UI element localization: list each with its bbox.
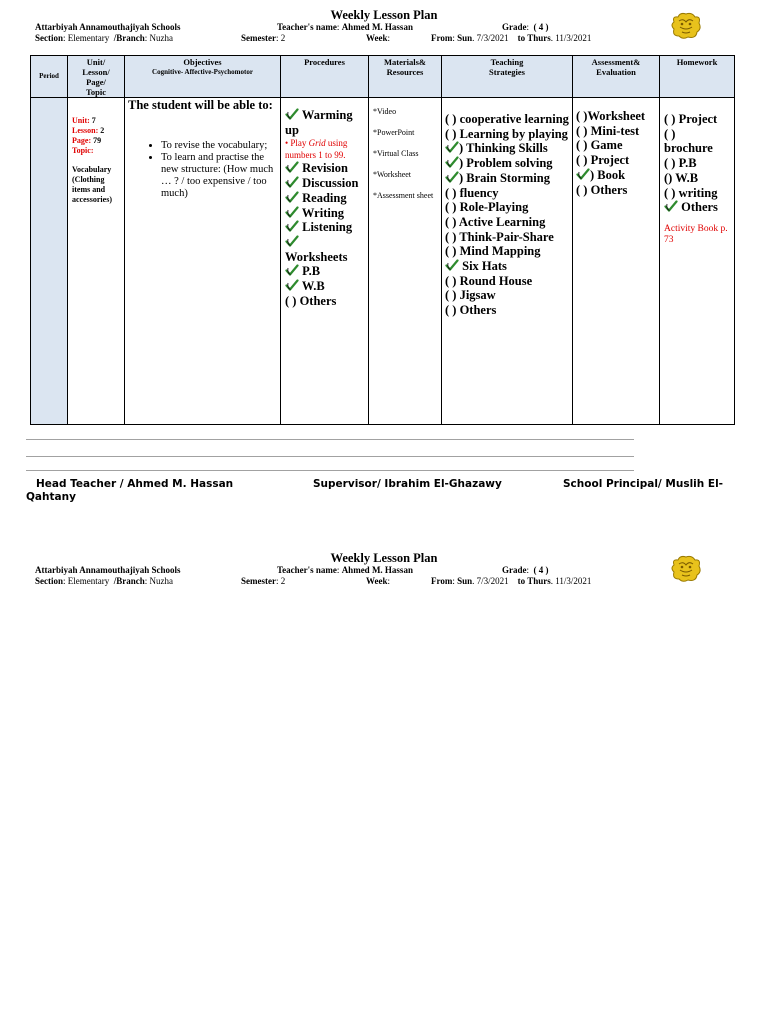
table-header-row xyxy=(31,56,735,98)
checkmark-icon xyxy=(445,156,459,168)
strategy-item: ( ) Mind Mapping xyxy=(445,244,541,259)
teacher-field: Teacher's name: Ahmed M. Hassan xyxy=(277,22,413,32)
checkmark-icon xyxy=(445,171,459,183)
date-range: From: Sun. 7/3/2021 to Thurs. 11/3/2021 xyxy=(431,33,592,43)
procedure-item: Discussion xyxy=(285,176,364,191)
materials-cell xyxy=(369,98,442,425)
procedure-item xyxy=(285,235,364,250)
procedure-warming-up: Warming up xyxy=(285,108,353,137)
principal-signature: School Principal/ Muslih El- xyxy=(563,478,724,490)
checkmark-icon xyxy=(445,259,459,271)
checkmark-icon xyxy=(285,176,299,188)
header-unit: Unit/ Lesson/ Page/ Topic xyxy=(68,56,125,98)
teaching-strategies-cell xyxy=(442,98,573,425)
strategy-item: ( ) Others xyxy=(445,303,497,318)
material-item: *Video xyxy=(373,107,397,116)
checkmark-icon xyxy=(285,279,299,291)
checkmark-icon xyxy=(664,200,678,212)
homework-item: ( ) Project xyxy=(664,112,718,126)
strategy-item: ) Problem solving xyxy=(445,156,572,171)
homework-item: ( ) xyxy=(664,126,676,141)
assessment-item: ( )Worksheet xyxy=(576,109,646,123)
procedure-note: • Play Grid using numbers 1 to 99. xyxy=(285,138,348,161)
assessment-cell xyxy=(573,98,660,425)
checkmark-icon xyxy=(285,206,299,218)
date-range-2: From: Sun. 7/3/2021 to Thurs. 11/3/2021 xyxy=(431,576,592,586)
supervisor-signature: Supervisor/ Ibrahim El-Ghazawy xyxy=(313,478,502,490)
dotted-line: ................................................................................................................................................................................................................................................................................................................ xyxy=(26,433,634,442)
homework-cell xyxy=(660,98,735,425)
checkmark-icon xyxy=(285,264,299,276)
assessment-item: ( ) Game xyxy=(576,138,623,153)
strategy-item: ( ) cooperative learning xyxy=(445,112,569,126)
assessment-item: ( ) Others xyxy=(576,182,628,197)
checkmark-icon xyxy=(285,220,299,232)
strategy-item: ( ) Think-Pair-Share xyxy=(445,229,554,244)
objectives-cell xyxy=(125,98,281,425)
checkmark-icon xyxy=(285,161,299,173)
lesson-plan-header-2 xyxy=(0,551,768,601)
school-name: Attarbiyah Annamouthajiyah Schools xyxy=(35,22,181,32)
procedure-item: ( ) Others xyxy=(285,293,337,308)
checkmark-icon xyxy=(285,108,299,120)
objectives-list xyxy=(125,140,280,200)
strategy-item: ( ) fluency xyxy=(445,185,499,200)
homework-item: () W.B xyxy=(664,170,699,185)
header-period: Period xyxy=(31,56,68,98)
objective-item: • To revise the vocabulary; xyxy=(161,140,280,152)
unit-cell: Unit: 7 Lesson: 2 Page: 79 Topic: Vocabulary (Clothing items and accessories) xyxy=(68,98,125,425)
dotted-line: ................................................................................................................................................................................................................................................................................................................ xyxy=(26,464,634,473)
strategy-item: Six Hats xyxy=(445,259,572,274)
week-field-2: Week: xyxy=(366,576,391,586)
header-assessment: Assessment& Evaluation xyxy=(573,56,660,98)
head-teacher-signature: Head Teacher / Ahmed M. Hassan xyxy=(36,478,234,490)
material-item: *Assessment sheet xyxy=(373,191,434,200)
header-homework: Homework xyxy=(660,56,735,98)
dotted-line: ................................................................................................................................................................................................................................................................................................................ xyxy=(26,450,634,459)
semester-field-2: Semester: 2 xyxy=(241,576,286,586)
header-teaching-strategies: Teaching Strategies xyxy=(442,56,573,98)
section-field-2: Section: Elementary /Branch: Nuzha xyxy=(35,576,174,586)
grade-field-2: Grade: ( 4 ) xyxy=(502,565,549,575)
strategy-item: ) Thinking Skills xyxy=(445,141,572,156)
material-item: *Virtual Class xyxy=(373,149,419,158)
school-logo-icon xyxy=(670,555,702,583)
period-cell xyxy=(31,98,68,425)
checkmark-icon xyxy=(285,191,299,203)
homework-item: brochure xyxy=(664,141,713,156)
section-field: Section: Elementary /Branch: Nuzha xyxy=(35,33,174,43)
checkmark-icon xyxy=(285,235,299,247)
page-title: Weekly Lesson Plan xyxy=(330,8,438,22)
semester-field: Semester: 2 xyxy=(241,33,286,43)
checkmark-icon xyxy=(445,141,459,153)
strategy-item: ) Brain Storming xyxy=(445,171,572,186)
school-logo-icon xyxy=(670,12,702,40)
page-title-2: Weekly Lesson Plan xyxy=(330,551,438,565)
principal-signature-cont: Qahtany xyxy=(26,491,76,503)
procedure-item: Reading xyxy=(285,191,364,206)
strategy-item: ( ) Role-Playing xyxy=(445,200,529,215)
header-objectives: Objectives Cognitive- Affective-Psychomotor xyxy=(125,56,281,98)
procedure-item: P.B xyxy=(285,264,364,279)
lesson-plan-table xyxy=(30,55,735,425)
strategy-item: ( ) Jigsaw xyxy=(445,288,496,303)
grade-field: Grade: ( 4 ) xyxy=(502,22,549,32)
header-procedures: Procedures xyxy=(281,56,369,98)
objectives-heading: The student will be able to: xyxy=(128,98,273,112)
table-body-row xyxy=(31,98,735,425)
strategy-item: ( ) Learning by playing xyxy=(445,126,568,141)
week-field: Week: xyxy=(366,33,391,43)
topic-value: Vocabulary (Clothing items and accessories) xyxy=(72,165,112,204)
homework-item: ( ) P.B xyxy=(664,156,697,171)
procedure-item: Worksheets xyxy=(285,249,348,264)
homework-item: ( ) writing xyxy=(664,185,718,200)
lesson-plan-header xyxy=(0,8,768,58)
strategy-item: ( ) Round House xyxy=(445,273,533,288)
procedure-item: W.B xyxy=(285,279,364,294)
school-name-2: Attarbiyah Annamouthajiyah Schools xyxy=(35,565,181,575)
assessment-item: ( ) Project xyxy=(576,153,630,168)
assessment-item: ) Book xyxy=(576,168,659,183)
objective-item: • To learn and practise the new structure: (How much … ? / too expensive / too much) xyxy=(161,152,280,200)
teacher-field-2: Teacher's name: Ahmed M. Hassan xyxy=(277,565,413,575)
strategy-item: ( ) Active Learning xyxy=(445,214,546,229)
assessment-item: ( ) Mini-test xyxy=(576,123,640,138)
procedure-item: Listening xyxy=(285,220,364,235)
procedure-item: Revision xyxy=(285,161,364,176)
homework-item: Others xyxy=(664,200,734,215)
material-item: *PowerPoint xyxy=(373,128,415,137)
homework-note: Activity Book p. 73 xyxy=(664,223,728,245)
material-item: *Worksheet xyxy=(373,170,412,179)
procedure-item: Writing xyxy=(285,206,364,221)
checkmark-icon xyxy=(576,168,590,180)
header-materials: Materials& Resources xyxy=(369,56,442,98)
procedures-cell xyxy=(281,98,369,425)
